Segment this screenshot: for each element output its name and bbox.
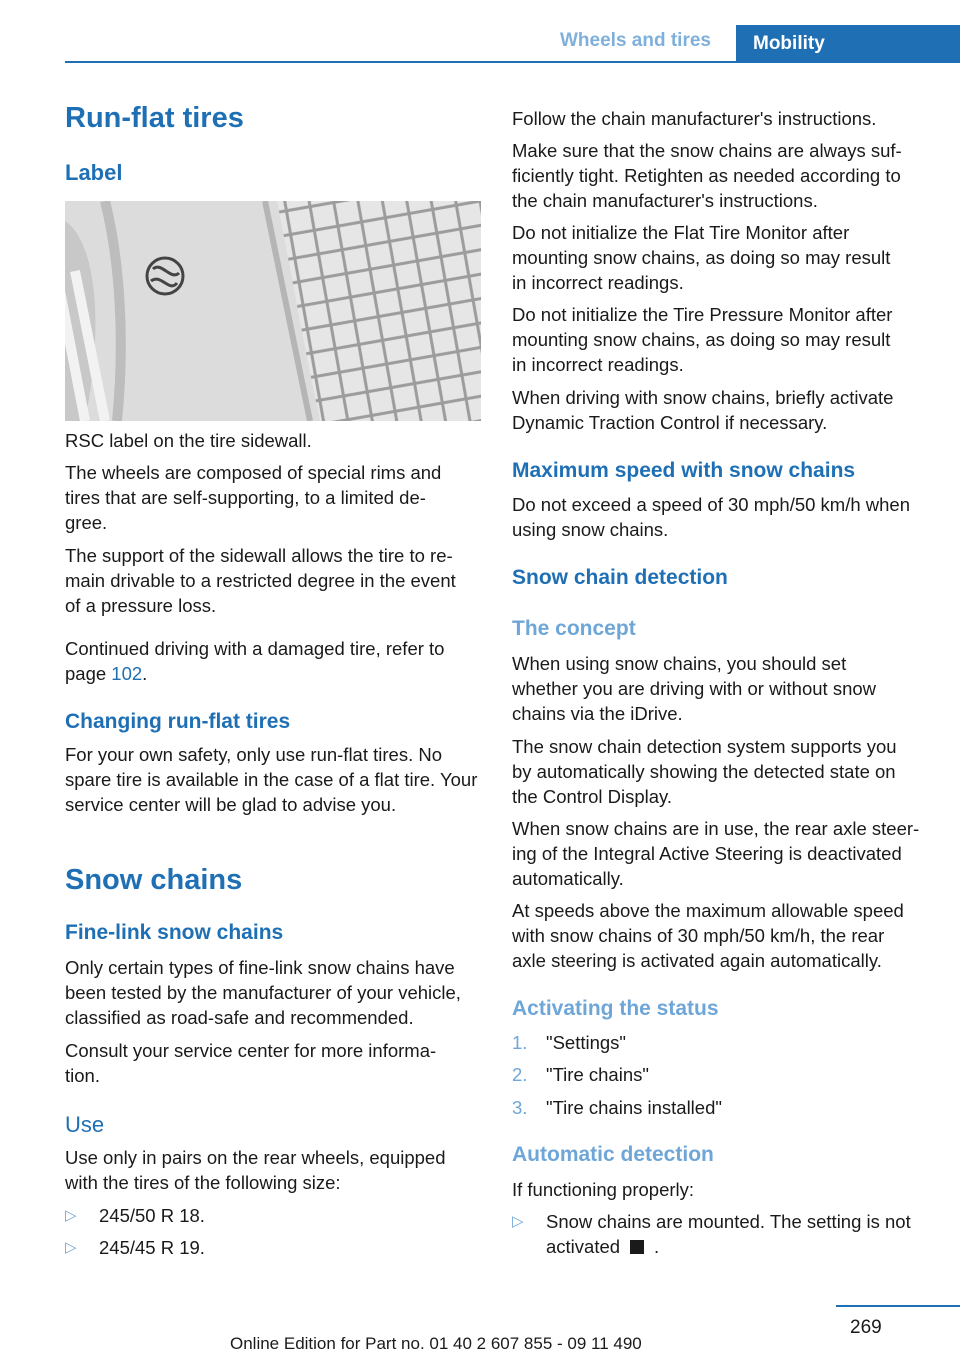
text-line: ing of the Integral Active Steering is deactivated [512,843,902,864]
list-marker-icon: ▷ [65,1239,77,1256]
page-link-102[interactable]: 102 [111,663,143,684]
header-rule [65,61,960,63]
paragraph-use [65,1145,446,1195]
paragraph-idrive [512,651,876,726]
tire-size: 245/45 R 19. [99,1237,205,1258]
text-span: page [65,663,112,684]
text-line: ficiently tight. Retighten as needed according to [512,165,901,186]
text-line: When driving with snow chains, briefly activate [512,387,894,408]
header-section-title: Wheels and tires [560,30,711,51]
list-item [65,1203,481,1228]
tire-size: 245/50 R 18. [99,1205,205,1226]
paragraph-rims [65,460,441,535]
text-line: by automatically showing the detected state on [512,761,896,782]
tire-rsc-illustration [65,201,481,421]
step-item [512,1095,930,1120]
footer-edition: Online Edition for Part no. 01 40 2 607 855 - 09 11 490 [230,1334,642,1353]
text-line: Do not initialize the Tire Pressure Monitor after [512,304,893,325]
text-line: the Control Display. [512,786,673,807]
step-item [512,1062,930,1087]
step-text: "Tire chains" [546,1064,649,1085]
figure-caption: RSC label on the tire sidewall. [65,430,312,451]
text-line: The snow chain detection system supports you [512,736,897,757]
text-line: been tested by the manufacturer of your vehicle, [65,982,461,1003]
list-item [65,1235,481,1260]
paragraph-damaged-tire [65,636,444,686]
heading-changing-run-flat: Changing run-flat tires [65,710,291,733]
text-line: mounting snow chains, as doing so may result [512,329,891,350]
paragraph-consult [65,1038,436,1088]
text-line: gree. [65,512,108,533]
list-item-text [546,1209,930,1259]
heading-fine-link: Fine-link snow chains [65,921,284,944]
section-title-snow-chains: Snow chains [65,864,243,896]
heading-activating-status: Activating the status [512,997,719,1020]
text-line: When using snow chains, you should set [512,653,847,674]
paragraph-rear-axle [512,816,919,891]
paragraph-flat-tire-monitor [512,220,890,295]
page-number: 269 [850,1317,882,1338]
header-chapter-tab: Mobility [736,25,960,62]
text-line: Only certain types of fine-link snow chains have [65,957,455,978]
text-line: using snow chains. [512,519,669,540]
heading-max-speed: Maximum speed with snow chains [512,459,856,482]
text-span: activated [546,1236,621,1257]
step-item [512,1030,930,1055]
text-line: Continued driving with a damaged tire, refer to [65,638,445,659]
checkbox-square-icon [630,1240,644,1254]
text-line: classified as road-safe and recommended. [65,1007,414,1028]
text-line: At speeds above the maximum allowable speed [512,900,904,921]
heading-automatic-detection: Automatic detection [512,1143,714,1166]
step-number: 3. [512,1097,528,1118]
text-line: with snow chains of 30 mph/50 km/h, the rear [512,925,885,946]
text-line: Consult your service center for more informa- [65,1040,437,1061]
text-line [65,661,444,686]
text-line: mounting snow chains, as doing so may result [512,247,891,268]
text-line: chains via the iDrive. [512,703,683,724]
text-line: the chain manufacturer's instructions. [512,190,818,211]
paragraph-detection-system [512,734,897,809]
text-line: with the tires of the following size: [65,1172,341,1193]
paragraph-if-functioning: If functioning properly: [512,1179,695,1200]
text-line: tires that are self-supporting, to a limited de- [65,487,426,508]
paragraph-follow-instructions: Follow the chain manufacturer's instructions. [512,108,877,129]
text-line: For your own safety, only use run-flat tires. No [65,744,443,765]
paragraph-tight [512,138,902,213]
heading-label: Label [65,160,123,185]
text-span: Snow chains are mounted. The setting is not [546,1211,911,1232]
step-number: 1. [512,1032,528,1053]
text-line: Do not initialize the Flat Tire Monitor after [512,222,850,243]
text-line: The wheels are composed of special rims and [65,462,442,483]
paragraph-tested-chains [65,955,461,1030]
step-text: "Settings" [546,1032,626,1053]
step-text: "Tire chains installed" [546,1097,722,1118]
heading-concept: The concept [512,617,636,640]
text-line: in incorrect readings. [512,272,684,293]
text-line: tion. [65,1065,100,1086]
text-line: of a pressure loss. [65,595,217,616]
text-line: main drivable to a restricted degree in the event [65,570,456,591]
heading-use: Use [65,1112,105,1137]
text-line: whether you are driving with or without snow [512,678,877,699]
paragraph-tire-pressure-monitor [512,302,892,377]
list-marker-icon: ▷ [65,1207,77,1224]
text-line: automatically. [512,868,624,889]
paragraph-reactivation [512,898,904,973]
text-line: in incorrect readings. [512,354,684,375]
text-line: service center will be glad to advise you. [65,794,397,815]
text-span: . [654,1236,660,1257]
text-line: Make sure that the snow chains are always suf- [512,140,902,161]
text-line: Dynamic Traction Control if necessary. [512,412,828,433]
paragraph-sidewall [65,543,456,618]
text-line: The support of the sidewall allows the tire to re- [65,545,453,566]
list-marker-icon: ▷ [512,1213,524,1230]
text-line: Do not exceed a speed of 30 mph/50 km/h when [512,494,911,515]
heading-snow-chain-detection: Snow chain detection [512,566,728,589]
footer-rule [836,1305,960,1307]
paragraph-dtc [512,385,893,435]
step-number: 2. [512,1064,528,1085]
paragraph-speed-limit [512,492,910,542]
text-line: axle steering is activated again automatically. [512,950,882,971]
text-line: When snow chains are in use, the rear axle steer- [512,818,920,839]
text-line: spare tire is available in the case of a flat tire. Your [65,769,478,790]
paragraph-safety [65,742,477,817]
text-line: Use only in pairs on the rear wheels, equipped [65,1147,446,1168]
text-span: . [142,663,148,684]
list-item [512,1209,930,1259]
section-title-run-flat: Run-flat tires [65,102,244,134]
